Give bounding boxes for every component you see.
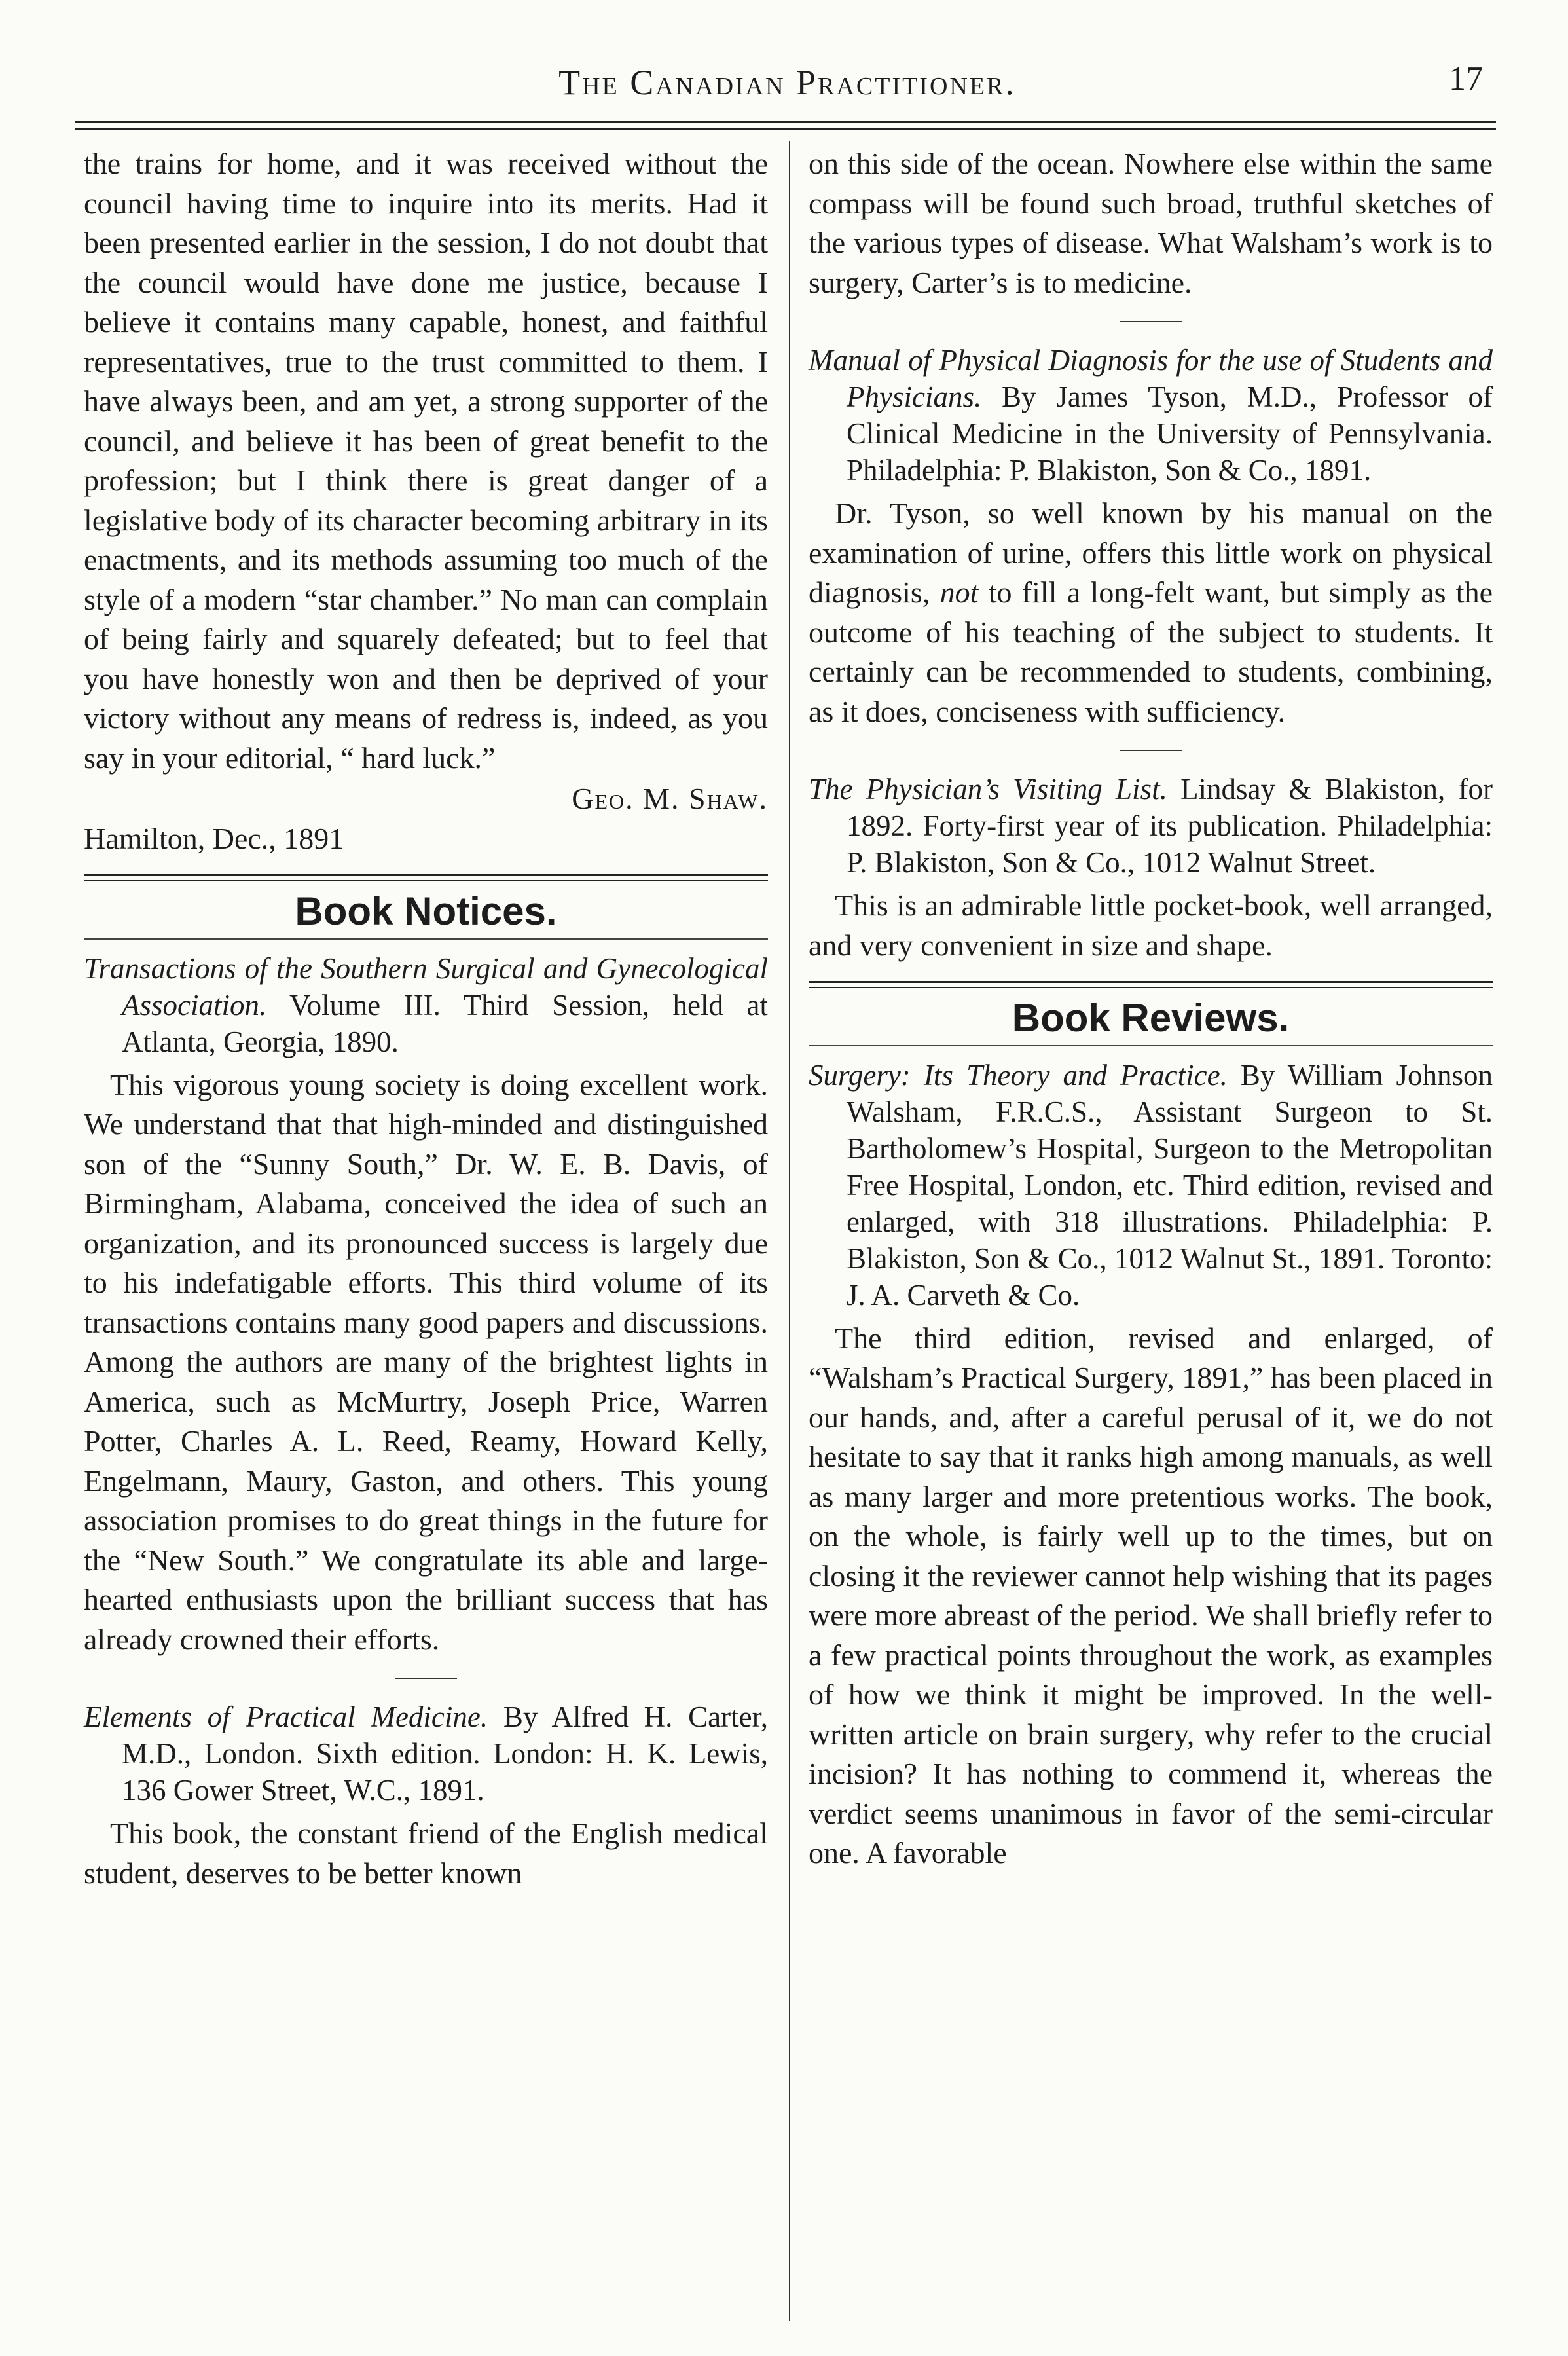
letter-text: the trains for home, and it was received without the council having time to inquire into its merits. Had it been presented earlier in the session, I do not doubt that the council would have done me justice, because I believe it contains many capable, honest, and faithful representatives, true to the trust committed to them. I have always been, and am yet, a strong supporter of the council, and believe it has been of great benefit to the profession; but I think there is great danger of a legislative body of its character becoming arbitrary in its enactments, and its methods assuming too much of the style of a modern “star chamber.” No man can complain of being fairly and squarely defeated; but to feel that you have honestly won and then be deprived of your victory without any means of redress is, indeed, as you say in your editorial, “ hard luck.” (84, 147, 768, 775)
notice-body: This vigorous young society is doing excellent work. We understand that that high-minded and distinguished son of the “Sunny South,” Dr. W. E. B. Davis, of Birmingham, Alabama, conceived the idea of such an organization, and its pronounced success is largely due to his indefatigable efforts. This third volume of its transactions contains many good papers and discussions. Among the authors are many of the brightest lights in America, such as McMurtry, Joseph Price, Warren Potter, Charles A. L. Reed, Reamy, Howard Kelly, Engelmann, Maury, Gaston, and others. This young association promises to do great things in the future for the “New South.” We congratulate its able and large-hearted enthusiasts upon the brilliant success that has already crowned their efforts. (84, 1067, 768, 1656)
heading-rule (809, 1045, 1493, 1046)
left-column (84, 144, 768, 1893)
notice-body: Dr. Tyson, so well known by his manual on the examination of urine, offers this little work on physical diagnosis, not to fill a long-felt want, but simply as the outcome of his teaching of the subject to students. It certainly can be recommended to students, combining, as it does, conciseness with sufficiency. (809, 496, 1493, 728)
notice-citation: Elements of Practical Medicine. By Alfred H. Carter, M.D., London. Sixth edition. London: H. K. Lewis, 136 Gower Street, W.C., 1891. (84, 1701, 768, 1807)
running-head: The Canadian Practitioner. (558, 63, 1016, 102)
notice-citation: Manual of Physical Diagnosis for the use of Students and Physicians. By James Tyson, M.D., Professor of Clinical Medicine in the University of Pennsylvania. Philadelphia: P. Blakiston, Son & Co., 1891. (809, 344, 1493, 487)
header-rule-thin (75, 128, 1496, 130)
short-divider (395, 1678, 457, 1679)
letter-dateline: Hamilton, Dec., 1891 (84, 821, 344, 855)
review-body: The third edition, revised and enlarged, of “Walsham’s Practical Surgery, 1891,” has been placed in our hands, and, after a careful perusal of it, we do not hesitate to say that it ranks high among manuals, as well as many larger and more pretentious works. The book, on the whole, is fairly well up to the times, but on closing it the reviewer cannot help wishing that its pages were more abreast of the period. We shall briefly refer to a few practical points throughout the work, as examples of how we think it might be improved. In the well-written article on brain surgery, why refer to the crucial incision? It has nothing to commend it, whereas the verdict seems unanimous in favor of the semi-circular one. A favorable (809, 1321, 1493, 1869)
review-citation: Surgery: Its Theory and Practice. By William Johnson Walsham, F.R.C.S., Assistant Surgeon to St. Bartholomew’s Hospital, Surgeon to the Metropolitan Free Hospital, London, etc. Third edition, revised and enlarged, with 318 illustrations. Philadelphia: P. Blakiston, Son & Co., 1012 Walnut St., 1891. Toronto: J. A. Carveth & Co. (809, 1058, 1493, 1312)
heading-rule (84, 938, 768, 940)
section-divider (84, 874, 768, 881)
notice-body-continued: on this side of the ocean. Nowhere else within the same compass will be found such broad, truthful sketches of the various types of disease. What Walsham’s work is to surgery, Carter’s is to medicine. (809, 147, 1493, 299)
book-reviews-heading: Book Reviews. (1012, 996, 1290, 1040)
short-divider (1120, 321, 1182, 322)
column-divider (789, 141, 790, 2321)
page-number: 17 (1449, 60, 1483, 98)
right-column (809, 144, 1493, 1873)
notice-citation: The Physician’s Visiting List. Lindsay & Blakiston, for 1892. Forty-first year of its publication. Philadelphia: P. Blakiston, Son & Co., 1012 Walnut Street. (809, 773, 1493, 879)
book-notices-heading: Book Notices. (295, 889, 557, 933)
notice-body: This is an admirable little pocket-book, well arranged, and very convenient in size and shape. (809, 889, 1493, 962)
notice-body: This book, the constant friend of the English medical student, deserves to be better known (84, 1816, 768, 1890)
section-divider (809, 981, 1493, 988)
header-rule (75, 121, 1496, 123)
notice-citation: Transactions of the Southern Surgical and Gynecological Association. Volume III. Third Session, held at Atlanta, Georgia, 1890. (84, 951, 768, 1058)
short-divider (1120, 750, 1182, 751)
page-header (79, 36, 1496, 115)
letter-signature: Geo. M. Shaw. (572, 782, 768, 815)
